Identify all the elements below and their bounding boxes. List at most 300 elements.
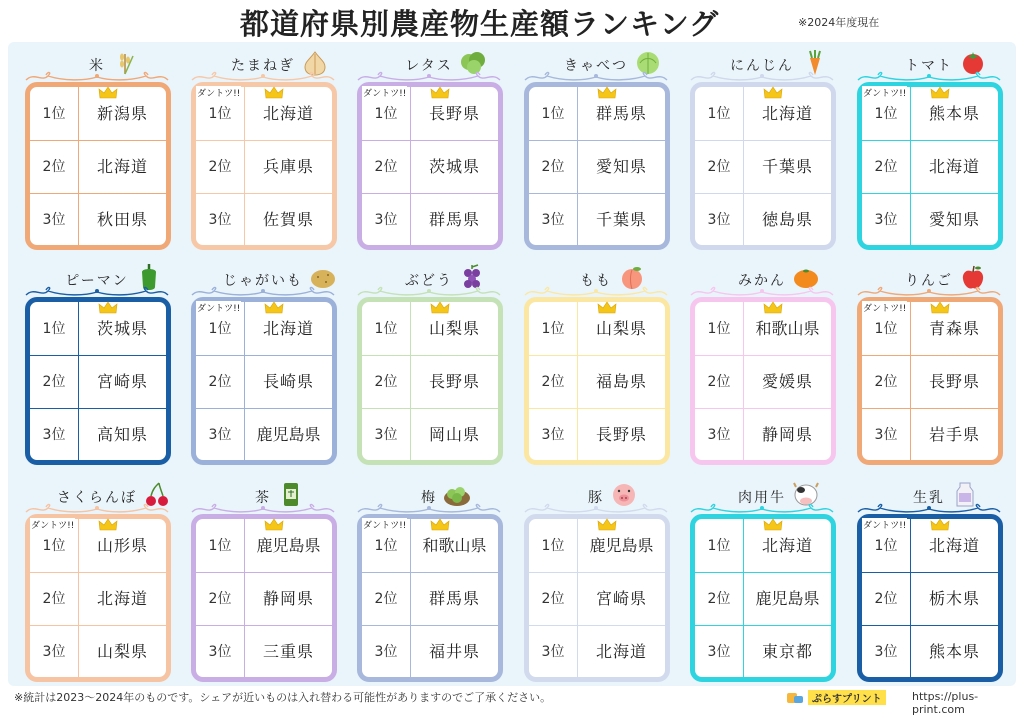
prefecture-name: 北海道	[928, 157, 980, 176]
prefecture-name: 北海道	[262, 319, 314, 338]
table-row	[529, 572, 665, 626]
prefecture-name: 山梨県	[96, 642, 148, 661]
prefecture-name: 長崎県	[262, 372, 314, 391]
rank-label: 1位	[541, 106, 565, 122]
rank-label: 2位	[707, 591, 731, 607]
table-row	[196, 193, 332, 247]
brand-mark-icon	[786, 692, 804, 704]
rank-label: 2位	[874, 159, 898, 175]
row-divider	[529, 355, 665, 356]
prefecture-name: 熊本県	[928, 642, 980, 661]
card-header	[517, 46, 675, 80]
swirl-divider	[523, 72, 669, 82]
table-row	[196, 625, 332, 679]
rank-label: 2位	[208, 374, 232, 390]
table-row	[362, 625, 498, 679]
card-header	[184, 478, 342, 512]
row-divider	[362, 193, 498, 194]
prefecture-name: 和歌山県	[422, 536, 487, 555]
ranking-card	[184, 46, 342, 252]
rank-label: 1位	[707, 321, 731, 337]
ranking-card	[850, 478, 1008, 684]
card-header	[683, 261, 841, 295]
card-header	[517, 261, 675, 295]
rank-label: 3位	[208, 427, 232, 443]
card-title: みかん	[738, 273, 786, 289]
rank-label: 1位	[374, 321, 398, 337]
ranking-card	[683, 478, 841, 684]
rank-label: 3位	[874, 427, 898, 443]
rank-label: 1位	[42, 106, 66, 122]
prefecture-name: 和歌山県	[755, 319, 820, 338]
row-divider	[862, 355, 998, 356]
table-row	[362, 572, 498, 626]
prefecture-name: 山形県	[96, 536, 148, 555]
prefecture-name: 北海道	[761, 104, 813, 123]
ranking-table	[25, 297, 171, 465]
rank-label: 1位	[208, 538, 232, 554]
row-divider	[695, 355, 831, 356]
row-divider	[862, 193, 998, 194]
row-divider	[196, 625, 332, 626]
brand-name: ぷらすプリント	[808, 690, 886, 705]
crown-icon	[597, 86, 617, 100]
rank-label: 2位	[541, 374, 565, 390]
card-header	[18, 478, 176, 512]
rank-label: 3位	[374, 644, 398, 660]
rank-label: 1位	[874, 538, 898, 554]
ranking-table	[524, 297, 670, 465]
table-row	[862, 140, 998, 194]
table-row	[529, 408, 665, 462]
rank-label: 3位	[374, 212, 398, 228]
crown-icon	[430, 86, 450, 100]
table-row	[862, 355, 998, 409]
table-row	[695, 355, 831, 409]
card-title: さくらんぼ	[57, 490, 137, 506]
table-row	[529, 355, 665, 409]
ranking-table	[191, 82, 337, 250]
card-header	[18, 46, 176, 80]
card-header	[517, 478, 675, 512]
table-row	[196, 140, 332, 194]
ranking-card	[683, 46, 841, 252]
crown-icon	[597, 301, 617, 315]
rank-label: 1位	[42, 538, 66, 554]
table-row	[362, 193, 498, 247]
ranking-card	[517, 478, 675, 684]
row-divider	[695, 572, 831, 573]
crown-icon	[763, 301, 783, 315]
brand-logo[interactable]	[786, 690, 886, 705]
dantotsu-badge: ダントツ!!	[362, 86, 407, 99]
card-title: 生乳	[913, 490, 945, 506]
prefecture-name: 新潟県	[96, 104, 148, 123]
card-title: もも	[580, 273, 612, 289]
card-title: 豚	[588, 490, 604, 506]
prefecture-name: 長野県	[928, 372, 980, 391]
card-title: レタス	[405, 58, 453, 74]
row-divider	[362, 572, 498, 573]
prefecture-name: 北海道	[96, 589, 148, 608]
ranking-table	[524, 82, 670, 250]
prefecture-name: 青森県	[928, 319, 980, 338]
rank-label: 3位	[208, 212, 232, 228]
card-header	[350, 46, 508, 80]
row-divider	[30, 355, 166, 356]
rank-label: 3位	[541, 212, 565, 228]
ranking-table	[857, 514, 1003, 682]
swirl-divider	[689, 287, 835, 297]
rank-label: 2位	[707, 159, 731, 175]
row-divider	[196, 408, 332, 409]
rank-label: 3位	[707, 212, 731, 228]
swirl-divider	[190, 287, 336, 297]
card-header	[184, 46, 342, 80]
dantotsu-badge: ダントツ!!	[862, 301, 907, 314]
prefecture-name: 鹿児島県	[755, 589, 820, 608]
rank-label: 3位	[42, 644, 66, 660]
row-divider	[529, 572, 665, 573]
table-row	[862, 408, 998, 462]
crown-icon	[930, 301, 950, 315]
card-title: 肉用牛	[738, 490, 786, 506]
card-title: たまねぎ	[231, 58, 295, 74]
prefecture-name: 群馬県	[595, 104, 647, 123]
ranking-table	[857, 297, 1003, 465]
prefecture-name: 長野県	[595, 425, 647, 444]
row-divider	[529, 408, 665, 409]
rank-label: 1位	[707, 538, 731, 554]
swirl-divider	[356, 504, 502, 514]
crown-icon	[763, 518, 783, 532]
rank-label: 3位	[874, 644, 898, 660]
table-row	[862, 625, 998, 679]
table-row	[30, 625, 166, 679]
prefecture-name: 静岡県	[262, 589, 314, 608]
prefecture-name: 東京都	[761, 642, 813, 661]
swirl-divider	[856, 72, 1002, 82]
card-title: ぶどう	[405, 273, 453, 289]
ranking-table	[357, 82, 503, 250]
card-header	[18, 261, 176, 295]
table-row	[695, 572, 831, 626]
table-row	[30, 140, 166, 194]
crown-icon	[930, 86, 950, 100]
rank-label: 1位	[374, 106, 398, 122]
rank-label: 2位	[374, 591, 398, 607]
card-header	[850, 261, 1008, 295]
ranking-table	[690, 82, 836, 250]
prefecture-name: 静岡県	[761, 425, 813, 444]
crown-icon	[98, 86, 118, 100]
table-row	[362, 355, 498, 409]
rank-label: 2位	[374, 159, 398, 175]
table-row	[862, 572, 998, 626]
table-row	[529, 140, 665, 194]
row-divider	[695, 193, 831, 194]
ranking-card	[850, 46, 1008, 252]
rank-label: 2位	[541, 159, 565, 175]
rank-label: 2位	[208, 159, 232, 175]
prefecture-name: 福井県	[428, 642, 480, 661]
prefecture-name: 岩手県	[928, 425, 980, 444]
table-row	[196, 572, 332, 626]
rank-label: 1位	[208, 106, 232, 122]
table-row	[529, 625, 665, 679]
card-title: 米	[89, 58, 105, 74]
prefecture-name: 茨城県	[96, 319, 148, 338]
rank-label: 3位	[42, 212, 66, 228]
rank-label: 3位	[541, 427, 565, 443]
ranking-card	[517, 261, 675, 467]
rank-label: 2位	[208, 591, 232, 607]
row-divider	[30, 140, 166, 141]
swirl-divider	[689, 504, 835, 514]
table-row	[862, 193, 998, 247]
table-row	[30, 408, 166, 462]
prefecture-name: 三重県	[262, 642, 314, 661]
swirl-divider	[523, 287, 669, 297]
prefecture-name: 山梨県	[595, 319, 647, 338]
card-title: じゃがいも	[223, 273, 303, 289]
rank-label: 1位	[541, 538, 565, 554]
ranking-card	[850, 261, 1008, 467]
header	[0, 0, 1024, 42]
brand-url[interactable]: https://plus-print.com	[912, 690, 979, 716]
swirl-divider	[856, 504, 1002, 514]
prefecture-name: 山梨県	[428, 319, 480, 338]
prefecture-name: 秋田県	[96, 210, 148, 229]
table-row	[196, 408, 332, 462]
swirl-divider	[523, 504, 669, 514]
prefecture-name: 高知県	[96, 425, 148, 444]
card-title: ピーマン	[65, 273, 129, 289]
row-divider	[862, 408, 998, 409]
table-row	[196, 355, 332, 409]
card-header	[350, 261, 508, 295]
prefecture-name: 宮崎県	[595, 589, 647, 608]
crown-icon	[98, 301, 118, 315]
crown-icon	[264, 518, 284, 532]
prefecture-name: 鹿児島県	[589, 536, 654, 555]
rank-label: 2位	[541, 591, 565, 607]
ranking-card	[350, 46, 508, 252]
rank-label: 1位	[874, 321, 898, 337]
card-header	[683, 46, 841, 80]
swirl-divider	[190, 72, 336, 82]
rank-label: 2位	[707, 374, 731, 390]
row-divider	[862, 140, 998, 141]
rank-label: 1位	[208, 321, 232, 337]
ranking-card	[184, 261, 342, 467]
row-divider	[695, 625, 831, 626]
rank-label: 2位	[42, 159, 66, 175]
crown-icon	[430, 301, 450, 315]
row-divider	[695, 408, 831, 409]
title-note: ※2024年度現在	[798, 16, 880, 29]
table-row	[695, 140, 831, 194]
table-row	[30, 572, 166, 626]
prefecture-name: 長野県	[428, 372, 480, 391]
rank-label: 3位	[707, 427, 731, 443]
ranking-table	[857, 82, 1003, 250]
ranking-table	[690, 514, 836, 682]
prefecture-name: 岡山県	[428, 425, 480, 444]
row-divider	[196, 193, 332, 194]
card-title: 梅	[421, 490, 437, 506]
row-divider	[196, 140, 332, 141]
swirl-divider	[689, 72, 835, 82]
row-divider	[30, 193, 166, 194]
page-title: 都道府県別農産物生産額ランキング	[240, 7, 720, 41]
dantotsu-badge: ダントツ!!	[196, 301, 241, 314]
rank-label: 2位	[874, 591, 898, 607]
prefecture-name: 北海道	[761, 536, 813, 555]
crown-icon	[98, 518, 118, 532]
ranking-card	[184, 478, 342, 684]
row-divider	[362, 625, 498, 626]
ranking-card	[18, 261, 176, 467]
rank-label: 3位	[541, 644, 565, 660]
table-row	[30, 193, 166, 247]
ranking-card	[683, 261, 841, 467]
prefecture-name: 徳島県	[761, 210, 813, 229]
ranking-card	[350, 478, 508, 684]
row-divider	[196, 355, 332, 356]
prefecture-name: 鹿児島県	[256, 425, 321, 444]
prefecture-name: 群馬県	[428, 589, 480, 608]
card-header	[184, 261, 342, 295]
ranking-table	[191, 297, 337, 465]
rank-label: 2位	[874, 374, 898, 390]
prefecture-name: 千葉県	[761, 157, 813, 176]
rank-label: 3位	[707, 644, 731, 660]
crown-icon	[597, 518, 617, 532]
swirl-divider	[856, 287, 1002, 297]
table-row	[695, 625, 831, 679]
dantotsu-badge: ダントツ!!	[196, 86, 241, 99]
ranking-table	[357, 514, 503, 682]
row-divider	[529, 193, 665, 194]
swirl-divider	[356, 72, 502, 82]
ranking-card	[18, 478, 176, 684]
ranking-card	[18, 46, 176, 252]
table-row	[695, 408, 831, 462]
crown-icon	[264, 86, 284, 100]
rank-label: 1位	[707, 106, 731, 122]
row-divider	[362, 355, 498, 356]
table-row	[362, 408, 498, 462]
prefecture-name: 北海道	[595, 642, 647, 661]
prefecture-name: 長野県	[428, 104, 480, 123]
dantotsu-badge: ダントツ!!	[862, 518, 907, 531]
row-divider	[362, 408, 498, 409]
table-row	[695, 193, 831, 247]
prefecture-name: 兵庫県	[262, 157, 314, 176]
prefecture-name: 北海道	[96, 157, 148, 176]
card-title: きゃべつ	[564, 58, 628, 74]
rank-label: 2位	[374, 374, 398, 390]
prefecture-name: 栃木県	[928, 589, 980, 608]
ranking-card	[350, 261, 508, 467]
swirl-divider	[24, 72, 170, 82]
rank-label: 3位	[42, 427, 66, 443]
crown-icon	[430, 518, 450, 532]
table-row	[30, 355, 166, 409]
swirl-divider	[24, 287, 170, 297]
swirl-divider	[356, 287, 502, 297]
row-divider	[862, 572, 998, 573]
prefecture-name: 愛知県	[928, 210, 980, 229]
row-divider	[30, 572, 166, 573]
card-header	[350, 478, 508, 512]
card-header	[850, 46, 1008, 80]
row-divider	[362, 140, 498, 141]
prefecture-name: 宮崎県	[96, 372, 148, 391]
prefecture-name: 鹿児島県	[256, 536, 321, 555]
dantotsu-badge: ダントツ!!	[30, 518, 75, 531]
row-divider	[196, 572, 332, 573]
card-title: トマト	[905, 58, 953, 74]
rank-label: 2位	[42, 591, 66, 607]
prefecture-name: 北海道	[262, 104, 314, 123]
ranking-table	[690, 297, 836, 465]
prefecture-name: 福島県	[595, 372, 647, 391]
dantotsu-badge: ダントツ!!	[862, 86, 907, 99]
prefecture-name: 茨城県	[428, 157, 480, 176]
crown-icon	[264, 301, 284, 315]
card-title: にんじん	[730, 58, 794, 74]
ranking-table	[25, 82, 171, 250]
swirl-divider	[190, 504, 336, 514]
row-divider	[529, 140, 665, 141]
prefecture-name: 北海道	[928, 536, 980, 555]
card-header	[683, 478, 841, 512]
prefecture-name: 群馬県	[428, 210, 480, 229]
card-title: りんご	[905, 273, 953, 289]
prefecture-name: 千葉県	[595, 210, 647, 229]
rank-label: 1位	[42, 321, 66, 337]
ranking-table	[524, 514, 670, 682]
rank-label: 1位	[874, 106, 898, 122]
rank-label: 2位	[42, 374, 66, 390]
card-title: 茶	[255, 490, 271, 506]
row-divider	[862, 625, 998, 626]
ranking-card	[517, 46, 675, 252]
card-header	[850, 478, 1008, 512]
crown-icon	[930, 518, 950, 532]
rank-label: 1位	[541, 321, 565, 337]
rank-label: 3位	[874, 212, 898, 228]
row-divider	[30, 625, 166, 626]
crown-icon	[763, 86, 783, 100]
prefecture-name: 愛媛県	[761, 372, 813, 391]
rank-label: 3位	[374, 427, 398, 443]
ranking-table	[191, 514, 337, 682]
swirl-divider	[24, 504, 170, 514]
ranking-table	[25, 514, 171, 682]
prefecture-name: 佐賀県	[262, 210, 314, 229]
footer-note: ※統計は2023〜2024年のものです。シェアが近いものは入れ替わる可能性がありますのでご了承ください。	[14, 691, 552, 704]
rank-label: 3位	[208, 644, 232, 660]
prefecture-name: 愛知県	[595, 157, 647, 176]
dantotsu-badge: ダントツ!!	[362, 518, 407, 531]
ranking-table	[357, 297, 503, 465]
row-divider	[695, 140, 831, 141]
row-divider	[30, 408, 166, 409]
row-divider	[529, 625, 665, 626]
